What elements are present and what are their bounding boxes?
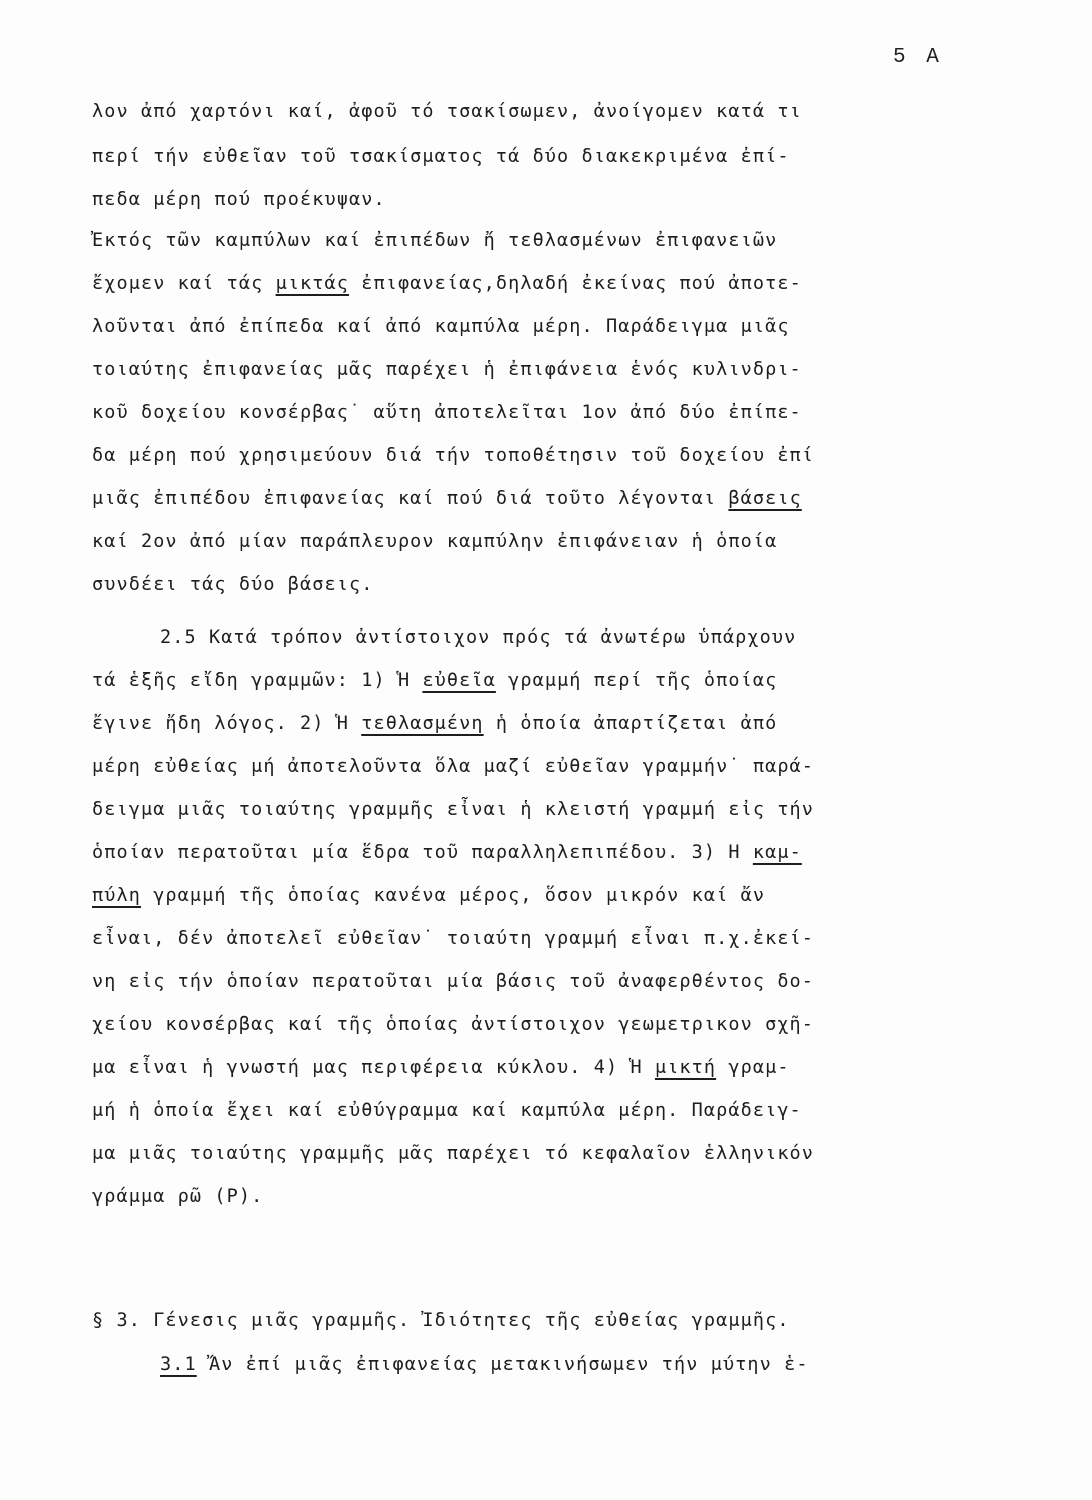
text-run: χείου κονσέρβας καί τῆς ὁποίας ἀντίστοιχον γεωμετρικον σχῆ-	[92, 1014, 815, 1035]
text-line	[92, 444, 814, 468]
text-run: μέρη εὐθείας μή ἀποτελοῦντα ὅλα μαζί εὐθεῖαν γραμμήν˙ παρά-	[92, 756, 815, 777]
text-line	[92, 487, 802, 511]
text-line	[160, 1353, 809, 1377]
text-run: συνδέει τάς δύο βάσεις.	[92, 574, 374, 595]
text-run: γραμμή περί τῆς ὁποίας	[495, 670, 778, 691]
text-run: γραμ-	[716, 1057, 790, 1078]
text-line	[92, 755, 814, 779]
text-line	[92, 712, 777, 736]
text-run: Ἄν ἐπί μιᾶς ἐπιφανείας μετακινήσωμεν τήν μύτην ἑ-	[196, 1354, 809, 1375]
underlined-term: εὐθεῖα	[422, 670, 496, 691]
text-run: μή ἡ ὁποία ἔχει καί εὐθύγραμμα καί καμπύλα μέρη. Παράδειγ-	[92, 1100, 802, 1121]
text-run: ἐπιφανείας,δηλαδή ἐκείνας πού ἀποτε-	[349, 273, 802, 294]
text-run: § 3. Γένεσις μιᾶς γραμμῆς. Ἰδιότητες τῆς εὐθείας γραμμῆς.	[92, 1310, 790, 1331]
underlined-term: βάσεις	[728, 488, 802, 509]
text-line	[160, 626, 796, 650]
text-run: τοιαύτης ἐπιφανείας μᾶς παρέχει ἡ ἐπιφάνεια ἑνός κυλινδρι-	[92, 359, 802, 380]
underlined-term: πύλη	[92, 885, 141, 906]
text-run: καί 2ον ἀπό μίαν παράπλευρον καμπύλην ἐπιφάνειαν ἡ ὁποία	[92, 531, 778, 552]
text-line	[92, 884, 765, 908]
text-line	[92, 272, 802, 296]
underlined-term: μικτάς	[275, 273, 350, 294]
text-line	[92, 1013, 814, 1037]
text-line	[92, 530, 777, 554]
text-line	[92, 573, 373, 597]
text-run: νη εἰς τήν ὁποίαν περατοῦται μία βάσις τοῦ ἀναφερθέντος δο-	[92, 971, 815, 992]
text-line	[92, 315, 790, 339]
text-run: μιᾶς ἐπιπέδου ἐπιφανείας καί πού διά τοῦτο λέγονται	[92, 488, 729, 509]
underlined-term: τεθλασμένη	[361, 713, 484, 734]
text-run: δειγμα μιᾶς τοιαύτης γραμμῆς εἶναι ἡ κλειστή γραμμή εἰς τήν	[92, 799, 815, 820]
text-run: λοῦνται ἀπό ἐπίπεδα καί ἀπό καμπύλα μέρη. Παράδειγμα μιᾶς	[92, 316, 790, 337]
text-run: περί τήν εὐθεῖαν τοῦ τσακίσματος τά δύο διακεκριμένα ἐπί-	[92, 146, 790, 167]
underlined-term: 3.1	[160, 1354, 197, 1375]
text-line	[92, 229, 777, 253]
text-run: Ἐκτός τῶν καμπύλων καί ἐπιπέδων ἤ τεθλασμένων ἐπιφανειῶν	[92, 230, 778, 251]
text-run: κοῦ δοχείου κονσέρβας˙ αὕτη ἀποτελεῖται 1ον ἀπό δύο ἐπίπε-	[92, 402, 802, 423]
text-line	[92, 1099, 802, 1123]
text-line	[92, 927, 814, 951]
text-run: ὁποίαν περατοῦται μία ἕδρα τοῦ παραλληλεπιπέδου. 3) Η	[92, 842, 753, 863]
text-line	[92, 1056, 790, 1080]
page-number: 5 Α	[893, 46, 943, 69]
text-run: πεδα μέρη πού προέκυψαν.	[92, 189, 386, 210]
text-run: ἔγινε ἤδη λόγος. 2) Ἡ	[92, 713, 362, 734]
underlined-term: μικτή	[654, 1057, 717, 1078]
text-run: γραμμή τῆς ὁποίας κανένα μέρος, ὅσον μικρόν καί ἄν	[140, 885, 766, 906]
text-line	[92, 188, 386, 212]
section-heading	[92, 1309, 790, 1333]
text-run: γράμμα ρῶ (Ρ).	[92, 1186, 264, 1207]
text-run: μα μιᾶς τοιαύτης γραμμῆς μᾶς παρέχει τό κεφαλαῖον ἑλληνικόν	[92, 1143, 815, 1164]
text-run: ἡ ὁποία ἀπαρτίζεται ἀπό	[483, 713, 778, 734]
text-run: 2.5 Κατά τρόπον ἀντίστοιχον πρός τά ἀνωτέρω ὑπάρχουν	[160, 627, 797, 648]
text-line	[92, 1185, 263, 1209]
text-run: λον ἀπό χαρτόνι καί, ἀφοῦ τό τσακίσωμεν, ἀνοίγομεν κατά τι	[92, 101, 802, 122]
text-run: ἔχομεν καί τάς	[92, 273, 276, 294]
text-line	[92, 358, 802, 382]
text-line	[92, 401, 802, 425]
text-run: δα μέρη πού χρησιμεύουν διά τήν τοποθέτησιν τοῦ δοχείου ἐπί	[92, 445, 815, 466]
text-line	[92, 841, 802, 865]
text-line	[92, 669, 777, 693]
underlined-term: καμ-	[752, 842, 802, 863]
text-line	[92, 145, 790, 169]
text-line	[92, 970, 814, 994]
text-run: μα εἶναι ἡ γνωστή μας περιφέρεια κύκλου. 4) Ἡ	[92, 1057, 655, 1078]
text-line	[92, 100, 802, 124]
text-line	[92, 798, 814, 822]
text-run: τά ἑξῆς εἴδη γραμμῶν: 1) Ἡ	[92, 670, 423, 691]
text-run: εἶναι, δέν ἀποτελεῖ εὐθεῖαν˙ τοιαύτη γραμμή εἶναι π.χ.ἐκεί-	[92, 928, 815, 949]
text-line	[92, 1142, 814, 1166]
